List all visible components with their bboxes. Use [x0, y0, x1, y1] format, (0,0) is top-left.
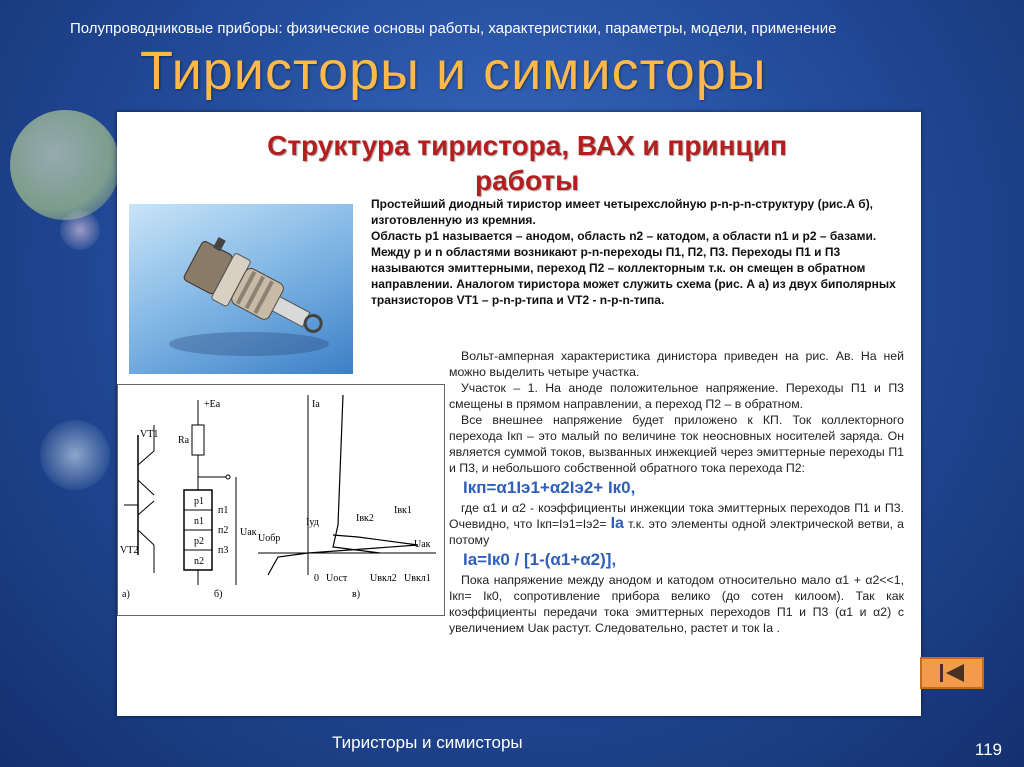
body-text-span: т.к. это элементы одной электрической ветви, а потому — [449, 517, 904, 547]
label-ea: +Ea — [204, 399, 221, 410]
slide-content-panel — [117, 112, 921, 716]
vac-explanation-text — [449, 348, 904, 636]
intro-text — [371, 196, 901, 308]
heading-line-1: Структура тиристора, ВАХ и принцип — [267, 130, 787, 161]
thyristor-photo-image — [129, 204, 353, 374]
page-number: 119 — [974, 740, 1002, 759]
label-ivk2: Iвк2 — [356, 513, 374, 524]
decorative-bubble — [10, 110, 120, 220]
label-vt2: VT2 — [120, 545, 139, 556]
thyristor-photo — [129, 204, 353, 374]
label-ia-axis: Ia — [312, 399, 320, 410]
label-vt1: VT1 — [140, 429, 159, 440]
skip-back-icon — [922, 659, 982, 687]
label-ius: Iуд — [306, 517, 319, 528]
label-ivk1: Iвк1 — [394, 505, 412, 516]
label-ra: Ra — [178, 435, 190, 446]
label-uak-struct: Uак — [240, 527, 257, 538]
heading-line-2: работы — [474, 165, 579, 196]
inline-formula-ia: Ia — [610, 515, 624, 532]
decorative-bubble — [40, 420, 110, 490]
label-uost: Uост — [326, 573, 348, 584]
body-text-span: где α1 и α2 - коэффициенты инжекции тока эмиттерных переходов П1 и П3. Очевидно, что Iкп=Iэ1=Iэ2= — [449, 501, 904, 531]
label-p2: p2 — [194, 536, 204, 547]
content-heading — [157, 128, 897, 198]
footer-title: Тиристоры и симисторы — [332, 733, 523, 752]
label-p1: p1 — [194, 496, 204, 507]
label-uak-axis: Uак — [414, 539, 431, 550]
back-to-start-button[interactable] — [920, 657, 984, 689]
intro-paragraph: Простейший диодный тиристор имеет четырехслойную p-n-p-n-структуру (рис.А б), изготовленную из кремния. — [371, 197, 874, 227]
thyristor-diagram — [117, 384, 445, 616]
label-zero: 0 — [314, 573, 319, 584]
intro-paragraph: Область p1 называется – анодом, область n2 – катодом, а области n1 и p2 – базами. — [371, 229, 877, 243]
body-paragraph: Пока напряжение между анодом и катодом относительно мало α1 + α2<<1, Iкп= Iк0, сопротивление прибора велико (до сотен килоом). Так как коэффициенты передачи тока эмиттерных переходов П1 и П3 (α1 и α2) с увеличением Uак растут. Следовательно, растет и ток Ia . — [449, 573, 904, 635]
label-uobr: Uобр — [258, 533, 281, 544]
body-paragraph — [449, 500, 904, 548]
presentation-subtitle: Полупроводниковые приборы: физические основы работы, характеристики, параметры, модели, применение — [70, 20, 837, 37]
label-b: б) — [214, 589, 223, 600]
label-pi1: п1 — [218, 505, 229, 516]
label-a: а) — [122, 589, 130, 600]
label-pi2: п2 — [218, 525, 229, 536]
intro-paragraph: Между p и n областями возникают p-n-переходы П1, П2, П3. Переходы П1 и П3 называются эмиттерными, переход П2 – коллекторным т.к. он смещен в обратном направлении. Аналогом тиристора может служить схема (рис. А а) из двух биполярных транзисторов VT1 – p-n-p-типа и VT2 - n-p-n-типа. — [371, 245, 896, 307]
label-uvkl1: Uвкл1 — [404, 573, 431, 584]
slide-title: Тиристоры и симисторы — [140, 41, 767, 101]
label-pi3: п3 — [218, 545, 229, 556]
label-v: в) — [352, 589, 361, 600]
formula-ia: Ia=Iк0 / [1-(α1+α2)], — [463, 550, 617, 569]
label-n2: n2 — [194, 556, 204, 567]
body-paragraph: Вольт-амперная характеристика динистора приведен на рис. Ав. На ней можно выделить четыре участка. — [449, 349, 904, 379]
body-paragraph: Участок – 1. На аноде положительное напряжение. Переходы П1 и П3 смещены в прямом направлении, а переход П2 – в обратном. — [449, 381, 904, 411]
body-paragraph: Все внешнее напряжение будет приложено к КП. Ток коллекторного перехода Iкп – это малый по величине ток неосновных носителей заряда. Он является суммой токов, вызванных инжекцией через эмиттерные переходы П1 и П3, и небольшого собственной обратного тока перехода П2: — [449, 413, 904, 475]
label-uvkl2: Uвкл2 — [370, 573, 397, 584]
decorative-bubble — [60, 210, 100, 250]
formula-ikp: Iкп=α1Iэ1+α2Iэ2+ Iк0, — [463, 478, 636, 497]
label-n1: n1 — [194, 516, 204, 527]
circuit-and-vac-diagram — [118, 385, 444, 615]
